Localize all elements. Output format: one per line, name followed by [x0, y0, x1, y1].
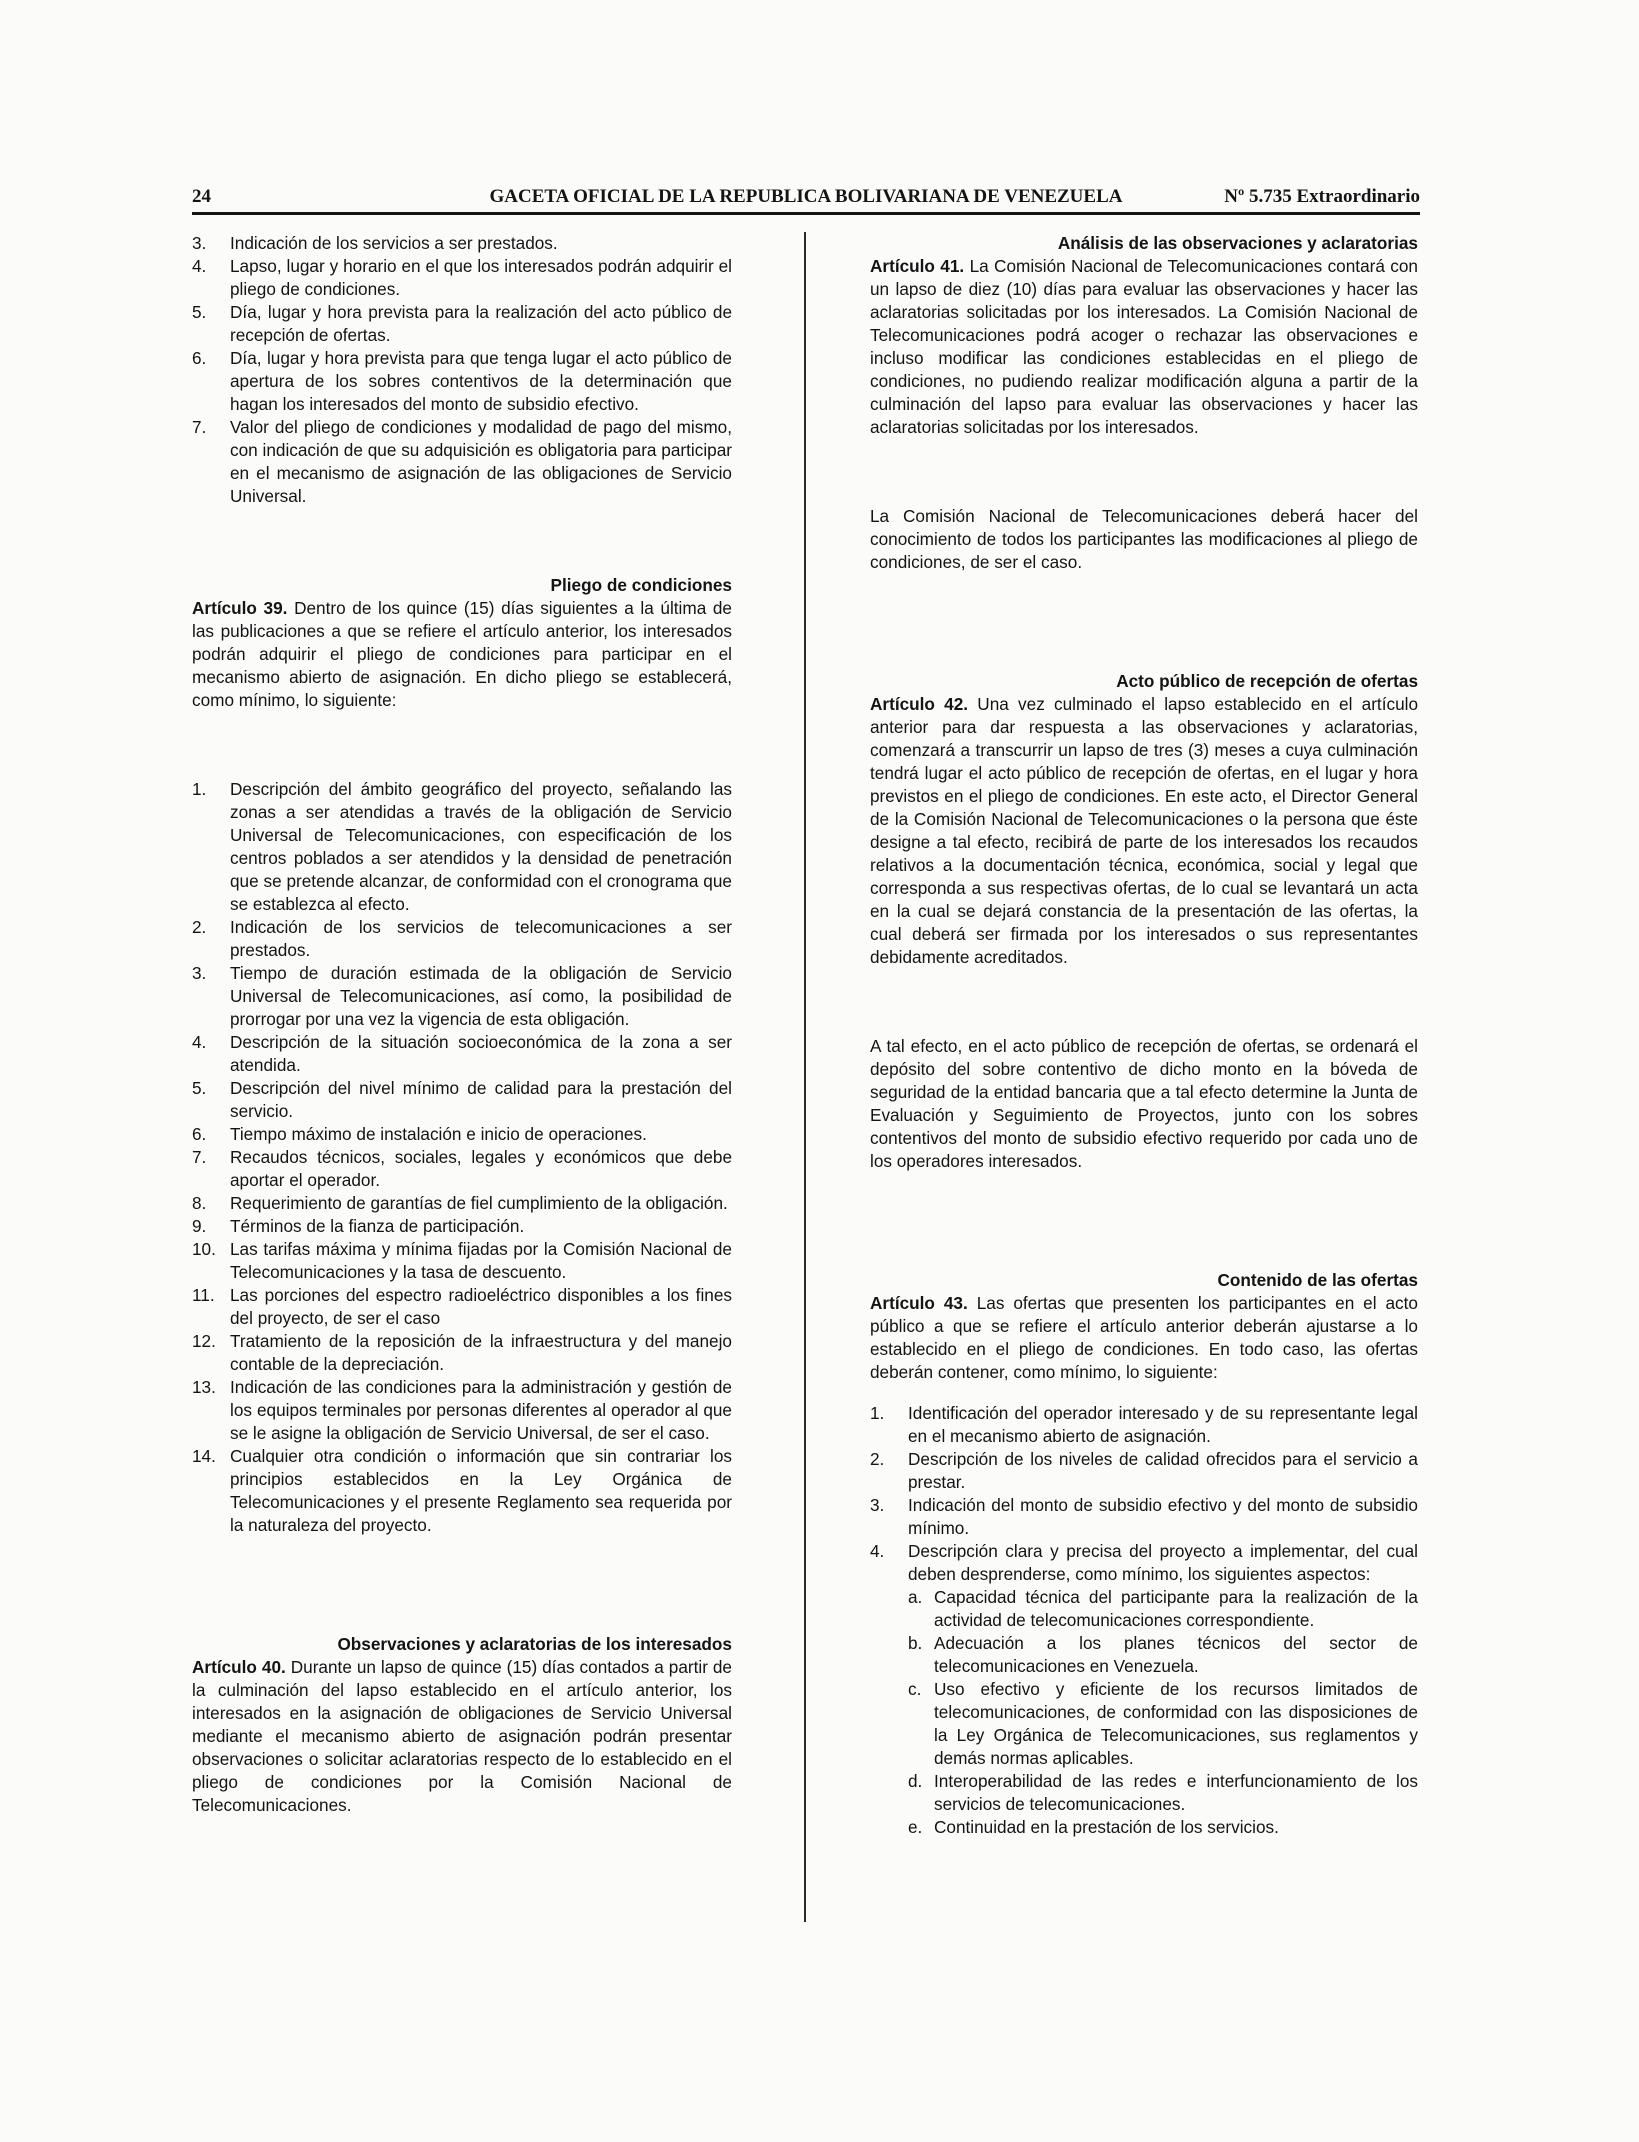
list-item: 3. Indicación del monto de subsidio efectivo y del monto de subsidio mínimo.	[870, 1495, 1418, 1538]
pliego-requirements-list	[192, 778, 732, 1537]
article-39: Artículo 39. Dentro de los quince (15) días siguientes a la última de las publicaciones a que se refiere el artículo anterior, los interesados podrán adquirir el pliego de condiciones para participar en el mecanismo abierto de asignación. En dicho pliego se establecerá, como mínimo, lo siguiente:	[192, 598, 732, 710]
section-heading-40: Observaciones y aclaratorias de los interesados	[337, 1634, 732, 1654]
list-item: a. Capacidad técnica del participante para la realización de la actividad de telecomunicaciones correspondiente.	[908, 1587, 1418, 1630]
list-item: 6. Día, lugar y hora prevista para que tenga lugar el acto público de apertura de los sobres contentivos de la determinación que hagan los interesados del monto de subsidio efectivo.	[192, 348, 732, 414]
section-heading-39: Pliego de condiciones	[550, 575, 732, 595]
left-column	[192, 232, 732, 1817]
issue-number: Nº 5.735 Extraordinario	[1224, 186, 1420, 207]
list-item: e. Continuidad en la prestación de los servicios.	[908, 1817, 1279, 1837]
gazette-header	[192, 186, 1420, 215]
article-40: Artículo 40. Durante un lapso de quince (15) días contados a partir de la culminación del lapso establecido en el artículo anterior, los interesados en la asignación de obligaciones de Servicio Universal mediante el mecanismo abierto de asignación podrán presentar observaciones o solicitar aclaratorias respecto de lo establecido en el pliego de condiciones por la Comisión Nacional de Telecomunicaciones.	[192, 1657, 732, 1815]
list-item: 5. Descripción del nivel mínimo de calidad para la prestación del servicio.	[192, 1078, 732, 1121]
list-continued	[192, 232, 732, 508]
section-heading-42: Acto público de recepción de ofertas	[1116, 671, 1418, 691]
list-item: 9. Términos de la fianza de participación.	[192, 1216, 525, 1236]
section-heading-41: Análisis de las observaciones y aclaratorias	[1057, 233, 1418, 253]
project-aspects-list	[908, 1586, 1418, 1839]
list-item: 10. Las tarifas máxima y mínima fijadas por la Comisión Nacional de Telecomunicaciones y la tasa de descuento.	[192, 1239, 732, 1282]
page-number: 24	[192, 186, 211, 207]
list-item: d. Interoperabilidad de las redes e interfuncionamiento de los servicios de telecomunicaciones.	[908, 1771, 1418, 1814]
list-item: 5. Día, lugar y hora prevista para la realización del acto público de recepción de ofertas.	[192, 302, 732, 345]
list-item: 12. Tratamiento de la reposición de la infraestructura y del manejo contable de la depreciación.	[192, 1331, 732, 1374]
list-item: 13. Indicación de las condiciones para la administración y gestión de los equipos terminales por personas diferentes al operador al que se le asigne la obligación de Servicio Universal, de ser el caso.	[192, 1377, 732, 1443]
list-item: 7. Valor del pliego de condiciones y modalidad de pago del mismo, con indicación de que su adquisición es obligatoria para participar en el mecanismo de asignación de las obligaciones de Servicio Universal.	[192, 417, 732, 506]
list-item: 8. Requerimiento de garantías de fiel cumplimiento de la obligación.	[192, 1193, 728, 1213]
list-item: 4. Lapso, lugar y horario en el que los interesados podrán adquirir el pliego de condiciones.	[192, 256, 732, 299]
article-41: Artículo 41. La Comisión Nacional de Telecomunicaciones contará con un lapso de diez (10) días para evaluar las observaciones y hacer las aclaratorias solicitadas por los interesados. La Comisión Nacional de Telecomunicaciones podrá acoger o rechazar las observaciones e incluso modificar las condiciones establecidas en el pliego de condiciones, no pudiendo realizar modificación alguna a partir de la culminación del lapso para evaluar las observaciones y hacer las aclaratorias solicitadas por los interesados.	[870, 256, 1418, 437]
article-label: Artículo 40.	[192, 1657, 286, 1677]
right-column	[870, 232, 1418, 1839]
offer-contents-list	[870, 1402, 1418, 1839]
list-item: 4. Descripción de la situación socioeconómica de la zona a ser atendida.	[192, 1032, 732, 1075]
list-item: 14. Cualquier otra condición o información que sin contrariar los principios establecidos en la Ley Orgánica de Telecomunicaciones y el presente Reglamento sea requerida por la naturaleza del proyecto.	[192, 1446, 732, 1535]
gazette-title: GACETA OFICIAL DE LA REPUBLICA BOLIVARIANA DE VENEZUELA	[489, 186, 1123, 207]
article-43: Artículo 43. Las ofertas que presenten los participantes en el acto público a que se refiere el artículo anterior deberán ajustarse a lo establecido en el pliego de condiciones. En todo caso, las ofertas deberán contener, como mínimo, lo siguiente:	[870, 1293, 1418, 1382]
list-item: b. Adecuación a los planes técnicos del sector de telecomunicaciones en Venezuela.	[908, 1633, 1418, 1676]
list-item: 3. Indicación de los servicios a ser prestados.	[192, 233, 558, 253]
list-item: 4. Descripción clara y precisa del proyecto a implementar, del cual deben desprenderse, como mínimo, los siguientes aspectos: a. Capacidad técnica del participante para la realización de la actividad de telecomunicaciones correspondiente. b. Adecuación a los planes técnicos del sector de telecomunicaciones en Venezuela. c. Uso efectivo y eficiente de los recursos limitados de telecomunicaciones, de conformidad con las disposiciones de la Ley Orgánica de Telecomunicaciones, sus reglamentos y demás normas aplicables. d. Interoperabilidad de las redes e interfuncionamiento de los servicios de telecomunicaciones. e. Continuidad en la prestación de los servicios.	[870, 1541, 1418, 1837]
article-label: Artículo 43.	[870, 1293, 968, 1313]
list-item: 6. Tiempo máximo de instalación e inicio de operaciones.	[192, 1124, 647, 1144]
list-item: 2. Indicación de los servicios de telecomunicaciones a ser prestados.	[192, 917, 732, 960]
list-item: 7. Recaudos técnicos, sociales, legales y económicos que debe aportar el operador.	[192, 1147, 732, 1190]
column-divider	[804, 232, 806, 1922]
article-42: Artículo 42. Una vez culminado el lapso establecido en el artículo anterior para dar respuesta a las observaciones y aclaratorias, comenzará a transcurrir un lapso de tres (3) meses a cuya culminación tendrá lugar el acto público de recepción de ofertas, en el lugar y hora previstos en el pliego de condiciones. En este acto, el Director General de la Comisión Nacional de Telecomunicaciones o la persona que éste designe a tal efecto, recibirá de parte de los interesados los recaudos relativos a la documentación técnica, económica, social y legal que corresponda a sus respectivas ofertas, de lo cual se levantará un acta en la cual se dejará constancia de la presentación de las ofertas, la cual deberá ser firmada por los interesados o sus representantes debidamente acreditados.	[870, 694, 1418, 967]
section-heading-43: Contenido de las ofertas	[1217, 1270, 1418, 1290]
article-label: Artículo 42.	[870, 694, 969, 714]
list-item: 3. Tiempo de duración estimada de la obligación de Servicio Universal de Telecomunicaciones, así como, la posibilidad de prorrogar por una vez la vigencia de esta obligación.	[192, 963, 732, 1029]
article-41-paragraph-2: La Comisión Nacional de Telecomunicaciones deberá hacer del conocimiento de todos los participantes las modificaciones al pliego de condiciones, de ser el caso.	[870, 506, 1418, 572]
list-item: 1. Identificación del operador interesado y de su representante legal en el mecanismo abierto de asignación.	[870, 1403, 1418, 1446]
list-item: 1. Descripción del ámbito geográfico del proyecto, señalando las zonas a ser atendidas a través de la obligación de Servicio Universal de Telecomunicaciones, con especificación de los centros poblados a ser atendidos y la densidad de penetración que se pretende alcanzar, de conformidad con el cronograma que se establezca al efecto.	[192, 779, 732, 914]
article-label: Artículo 39.	[192, 598, 288, 618]
article-42-paragraph-2: A tal efecto, en el acto público de recepción de ofertas, se ordenará el depósito del sobre contentivo de dicho monto en la bóveda de seguridad de la entidad bancaria que a tal efecto determine la Junta de Evaluación y Seguimiento de Proyectos, junto con los sobres contentivos del monto de subsidio efectivo requerido por cada uno de los operadores interesados.	[870, 1036, 1418, 1171]
list-item: 2. Descripción de los niveles de calidad ofrecidos para el servicio a prestar.	[870, 1449, 1418, 1492]
list-item: 11. Las porciones del espectro radioeléctrico disponibles a los fines del proyecto, de ser el caso	[192, 1285, 732, 1328]
list-item: c. Uso efectivo y eficiente de los recursos limitados de telecomunicaciones, de conformidad con las disposiciones de la Ley Orgánica de Telecomunicaciones, sus reglamentos y demás normas aplicables.	[908, 1679, 1418, 1768]
article-label: Artículo 41.	[870, 256, 965, 276]
